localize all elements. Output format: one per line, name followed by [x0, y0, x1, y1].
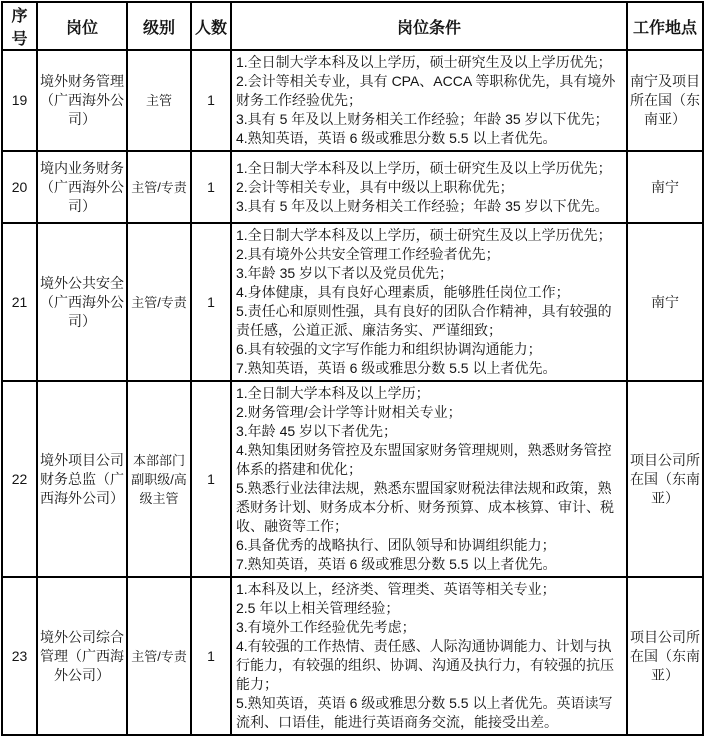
cell-conditions [231, 151, 627, 223]
condition-item: 3.有境外工作经验优先考虑； [236, 619, 416, 635]
cell-serial-number: 23 [2, 577, 37, 735]
column-header-no: 序号 [2, 2, 37, 50]
cell-serial-number: 22 [2, 381, 37, 577]
condition-item: 2.会计等相关专业，具有 CPA、ACCA 等职称优先，具有境外财务工作经验优先； [236, 73, 616, 108]
condition-item: 7.熟知英语，英语 6 级或雅思分数 5.5 以上者优先。 [236, 360, 557, 376]
cell-location: 项目公司所在国（东南亚） [627, 577, 703, 735]
cell-level: 主管/专责 [127, 577, 191, 735]
cell-level: 本部部门副职级/高级主管 [127, 381, 191, 577]
cell-location: 南宁及项目所在国（东南亚） [627, 50, 703, 151]
condition-item: 4.身体健康，具有良好心理素质，能够胜任岗位工作； [236, 284, 570, 300]
column-header-position: 岗位 [37, 2, 127, 50]
condition-item: 2.财务管理/会计学等计财相关专业； [236, 404, 462, 420]
table-body [2, 50, 703, 735]
job-positions-table [1, 1, 704, 736]
cell-position: 境外公司综合管理（广西海外公司） [37, 577, 127, 735]
table-row [2, 223, 703, 381]
cell-count: 1 [191, 151, 231, 223]
condition-item: 3.具有 5 年及以上财务相关工作经验；年龄 35 岁以下优先； [236, 111, 609, 127]
condition-item: 1.全日制大学本科及以上学历，硕士研究生及以上学历优先； [236, 54, 612, 70]
condition-item: 5.熟知英语，英语 6 级或雅思分数 5.5 以上者优先。英语读写流利、口语佳，能进行英语商务交流，能接受出差。 [236, 695, 613, 730]
condition-item: 3.年龄 45 岁以下者优先； [236, 423, 398, 439]
cell-count: 1 [191, 50, 231, 151]
condition-item: 1.全日制大学本科及以上学历； [236, 385, 430, 401]
cell-count: 1 [191, 223, 231, 381]
cell-location: 南宁 [627, 151, 703, 223]
condition-item: 5.责任心和原则性强，具有良好的团队合作精神，具有较强的责任感，公道正派、廉洁务实、严谨细致； [236, 303, 612, 338]
condition-item: 4.熟知集团财务管控及东盟国家财务管理规则，熟悉财务管控体系的搭建和优化； [236, 442, 612, 477]
condition-item: 4.有较强的工作热情、责任感、人际沟通协调能力、计划与执行能力，有较强的组织、协调、沟通及执行力，有较强的抗压能力； [236, 638, 614, 692]
condition-item: 2.5 年以上相关管理经验； [236, 600, 400, 616]
cell-level: 主管/专责 [127, 151, 191, 223]
condition-item: 2.具有境外公共安全管理工作经验者优先； [236, 246, 500, 262]
cell-position: 境外财务管理（广西海外公司） [37, 50, 127, 151]
cell-conditions [231, 381, 627, 577]
condition-item: 3.具有 5 年及以上财务相关工作经验；年龄 35 岁以下优先。 [236, 197, 609, 214]
condition-item: 2.会计等相关专业，具有中级以上职称优先； [236, 178, 514, 195]
table-row [2, 381, 703, 577]
condition-item: 7.熟知英语，英语 6 级或雅思分数 5.5 以上者优先。 [236, 556, 557, 572]
cell-conditions [231, 50, 627, 151]
cell-serial-number: 19 [2, 50, 37, 151]
cell-count: 1 [191, 381, 231, 577]
condition-item: 6.具有较强的文字写作能力和组织协调沟通能力； [236, 341, 542, 357]
cell-conditions [231, 223, 627, 381]
cell-location: 南宁 [627, 223, 703, 381]
condition-item: 6.具备优秀的战略执行、团队领导和协调组织能力； [236, 537, 556, 553]
cell-serial-number: 20 [2, 151, 37, 223]
cell-count: 1 [191, 577, 231, 735]
cell-conditions [231, 577, 627, 735]
column-header-count: 人数 [191, 2, 231, 50]
table-row [2, 151, 703, 223]
column-header-conditions: 岗位条件 [231, 2, 627, 50]
condition-item: 1.全日制大学本科及以上学历，硕士研究生及以上学历优先； [236, 227, 612, 243]
cell-position: 境外项目公司财务总监（广西海外公司） [37, 381, 127, 577]
table-row [2, 50, 703, 151]
condition-item: 1.本科及以上，经济类、管理类、英语等相关专业； [236, 581, 556, 597]
header-row [2, 2, 703, 50]
column-header-level: 级别 [127, 2, 191, 50]
cell-serial-number: 21 [2, 223, 37, 381]
cell-location: 项目公司所在国（东南亚） [627, 381, 703, 577]
table-row [2, 577, 703, 735]
cell-position: 境内业务财务（广西海外公司） [37, 151, 127, 223]
cell-level: 主管 [127, 50, 191, 151]
cell-level: 主管/专责 [127, 223, 191, 381]
condition-item: 1.全日制大学本科及以上学历，硕士研究生及以上学历优先； [236, 159, 612, 176]
condition-item: 5.熟悉行业法律法规，熟悉东盟国家财税法律法规和政策，熟悉财务计划、财务成本分析、财务预算、成本核算、审计、税收、融资等工作； [236, 480, 614, 534]
condition-item: 3.年龄 35 岁以下者以及党员优先； [236, 265, 454, 281]
cell-position: 境外公共安全（广西海外公司） [37, 223, 127, 381]
condition-item: 4.熟知英语，英语 6 级或雅思分数 5.5 以上者优先。 [236, 130, 557, 146]
column-header-location: 工作地点 [627, 2, 703, 50]
